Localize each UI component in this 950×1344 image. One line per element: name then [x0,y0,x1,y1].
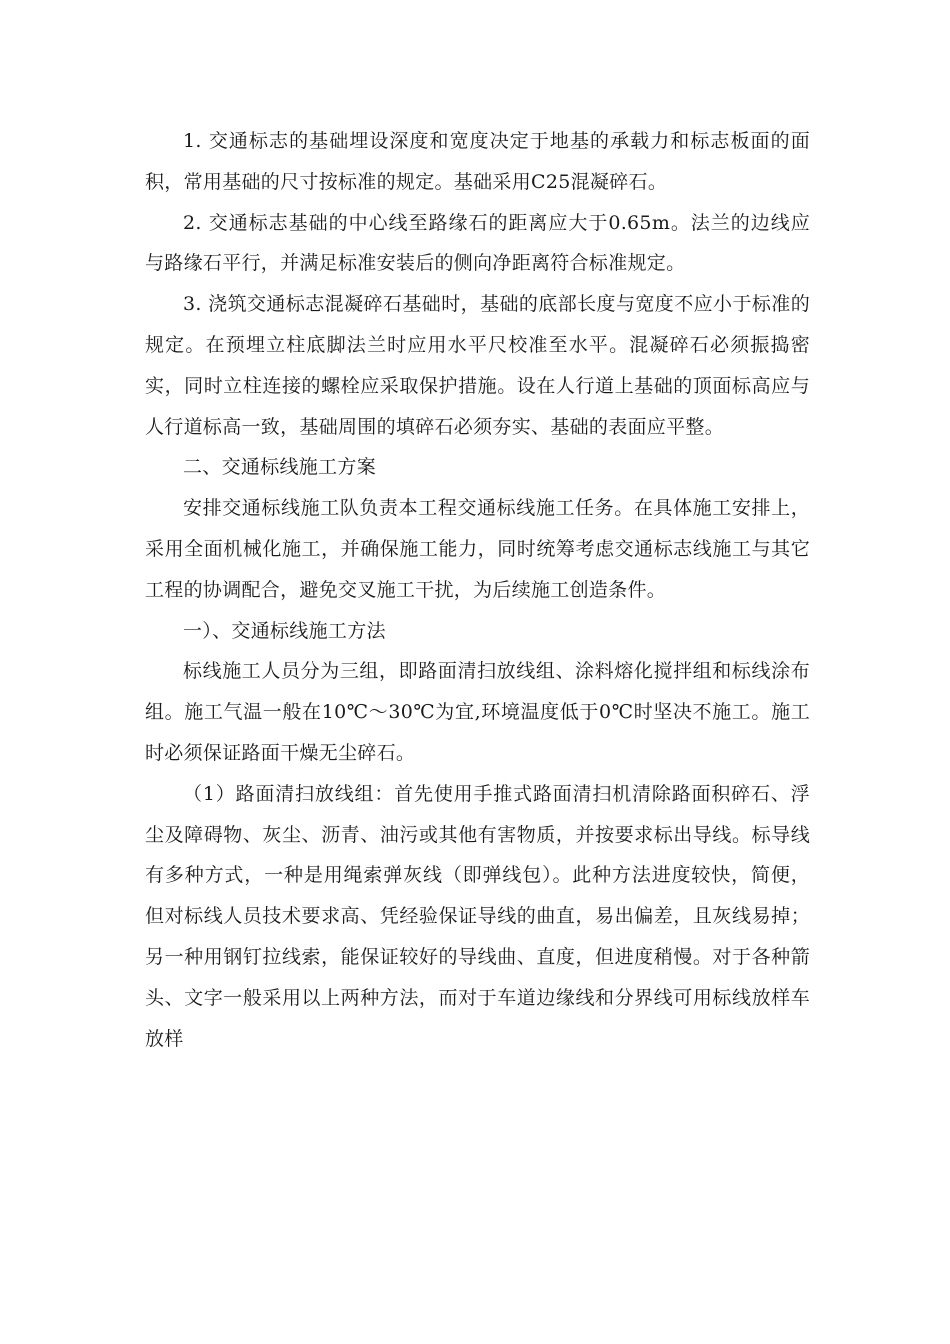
section-heading-marking-plan: 二、交通标线施工方案 [183,456,377,479]
subsection-heading-marking-method: 一）、交通标线施工方法 [183,619,386,642]
document-body [145,121,810,1059]
paragraph-4: 安排交通标线施工队负责本工程交通标线施工任务。在具体施工安排上，采用全面机械化施工，并确保施工能力，同时统筹考虑交通标志线施工与其它工程的协调配合，避免交叉施工干扰，为后续施工创造条件。 [145,497,810,601]
paragraph-1: 1. 交通标志的基础埋设深度和宽度决定于地基的承载力和标志板面的面积，常用基础的尺寸按标准的规定。基础采用C25混凝碎石。 [145,130,810,193]
paragraph-5: 标线施工人员分为三组，即路面清扫放线组、涂料熔化搅拌组和标线涂布组。施工气温一般在10℃～30℃为宜,环境温度低于0℃时坚决不施工。施工时必须保证路面干燥无尘碎石。 [145,660,810,764]
paragraph-2: 2. 交通标志基础的中心线至路缘石的距离应大于0.65m。法兰的边线应与路缘石平行，并满足标准安装后的侧向净距离符合标准规定。 [145,211,810,275]
paragraph-3: 3. 浇筑交通标志混凝碎石基础时，基础的底部长度与宽度不应小于标准的规定。在预埋立柱底脚法兰时应用水平尺校准至水平。混凝碎石必须振捣密实，同时立柱连接的螺栓应采取保护措施。设在人行道上基础的顶面标高应与人行道标高一致，基础周围的填碎石必须夯实、基础的表面应平整。 [145,293,810,438]
paragraph-6: （1）路面清扫放线组：首先使用手推式路面清扫机清除路面积碎石、浮尘及障碍物、灰尘、沥青、油污或其他有害物质，并按要求标出导线。标导线有多种方式，一种是用绳索弹灰线（即弹线包）。此种方法进度较快，简便，但对标线人员技术要求高、凭经验保证导线的曲直，易出偏差，且灰线易掉；另一种用钢钉拉线索，能保证较好的导线曲、直度，但进度稍慢。对于各种箭头、文字一般采用以上两种方法，而对于车道边缘线和分界线可用标线放样车放样 [145,782,810,1050]
